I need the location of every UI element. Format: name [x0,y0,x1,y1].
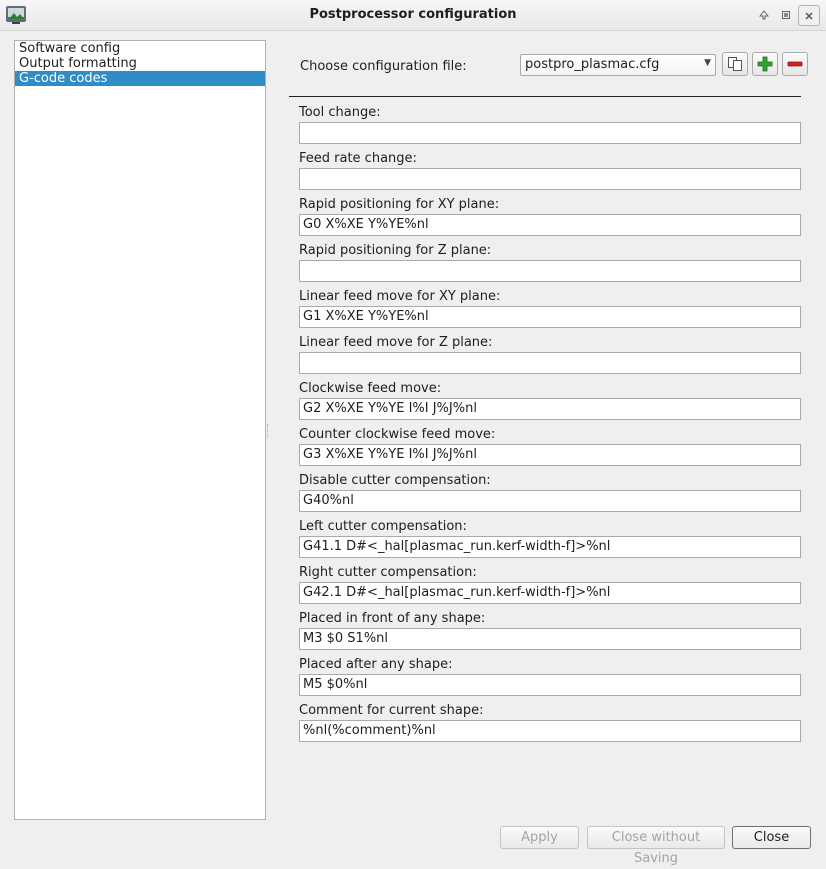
field-after-shape [299,657,801,703]
field-disable-cutter-comp [299,473,801,519]
minimize-icon[interactable] [754,5,774,24]
remove-icon [787,56,803,72]
disable-cutter-comp-input[interactable]: G40%nl [299,490,801,512]
field-right-cutter-comp [299,565,801,611]
feed-rate-change-input[interactable] [299,168,801,190]
field-label: Disable cutter compensation: [299,473,491,488]
field-label: Linear feed move for XY plane: [299,289,501,304]
config-file-value: postpro_plasmac.cfg [525,57,660,72]
field-label: Feed rate change: [299,151,417,166]
copy-icon [727,56,743,72]
config-file-label: Choose configuration file: [300,59,467,74]
field-label: Rapid positioning for XY plane: [299,197,500,212]
sidebar-item-output-formatting[interactable]: Output formatting [19,56,137,71]
field-label: Comment for current shape: [299,703,484,718]
close-icon[interactable] [798,5,820,26]
window-title: Postprocessor configuration [309,7,517,22]
field-label: Clockwise feed move: [299,381,442,396]
window-controls [754,5,820,26]
tool-change-input[interactable] [299,122,801,144]
separator-line [289,96,801,97]
field-feed-rate-change [299,151,801,197]
clockwise-input[interactable]: G2 X%XE Y%YE I%I J%J%nl [299,398,801,420]
field-rapid-xy [299,197,801,243]
title-bar[interactable] [0,0,826,31]
close-button[interactable]: Close [732,826,811,849]
field-label: Tool change: [299,105,381,120]
linear-xy-input[interactable]: G1 X%XE Y%YE%nl [299,306,801,328]
field-label: Right cutter compensation: [299,565,477,580]
left-cutter-comp-input[interactable]: G41.1 D#<_hal[plasmac_run.kerf-width-f]>%nl [299,536,801,558]
maximize-icon[interactable] [776,5,796,24]
chevron-down-icon: ▼ [704,58,711,68]
right-cutter-comp-input[interactable]: G42.1 D#<_hal[plasmac_run.kerf-width-f]>%nl [299,582,801,604]
category-list[interactable] [14,40,266,820]
field-rapid-z [299,243,801,289]
field-linear-z [299,335,801,381]
config-file-select[interactable] [520,54,716,76]
field-tool-change [299,105,801,151]
field-before-shape [299,611,801,657]
field-left-cutter-comp [299,519,801,565]
field-clockwise [299,381,801,427]
field-label: Rapid positioning for Z plane: [299,243,492,258]
add-icon [757,56,773,72]
comment-input[interactable]: %nl(%comment)%nl [299,720,801,742]
field-comment [299,703,801,749]
config-file-row [300,54,810,80]
after-shape-input[interactable]: M5 $0%nl [299,674,801,696]
close-without-saving-button[interactable]: Close without Saving [587,826,725,849]
field-label: Placed in front of any shape: [299,611,486,626]
field-label: Counter clockwise feed move: [299,427,496,442]
counter-clockwise-input[interactable]: G3 X%XE Y%YE I%I J%J%nl [299,444,801,466]
gcode-form [299,105,801,749]
linear-z-input[interactable] [299,352,801,374]
sidebar-item-gcode-codes[interactable]: G-code codes [15,71,265,86]
apply-button[interactable]: Apply [500,826,579,849]
rapid-z-input[interactable] [299,260,801,282]
before-shape-input[interactable]: M3 $0 S1%nl [299,628,801,650]
field-label: Linear feed move for Z plane: [299,335,493,350]
field-label: Placed after any shape: [299,657,453,672]
add-config-button[interactable] [752,52,778,76]
rapid-xy-input[interactable]: G0 X%XE Y%YE%nl [299,214,801,236]
splitter-handle[interactable] [267,424,270,438]
sidebar-item-software-config[interactable]: Software config [19,41,121,56]
copy-config-button[interactable] [722,52,748,76]
remove-config-button[interactable] [782,52,808,76]
field-counter-clockwise [299,427,801,473]
field-linear-xy [299,289,801,335]
field-label: Left cutter compensation: [299,519,467,534]
